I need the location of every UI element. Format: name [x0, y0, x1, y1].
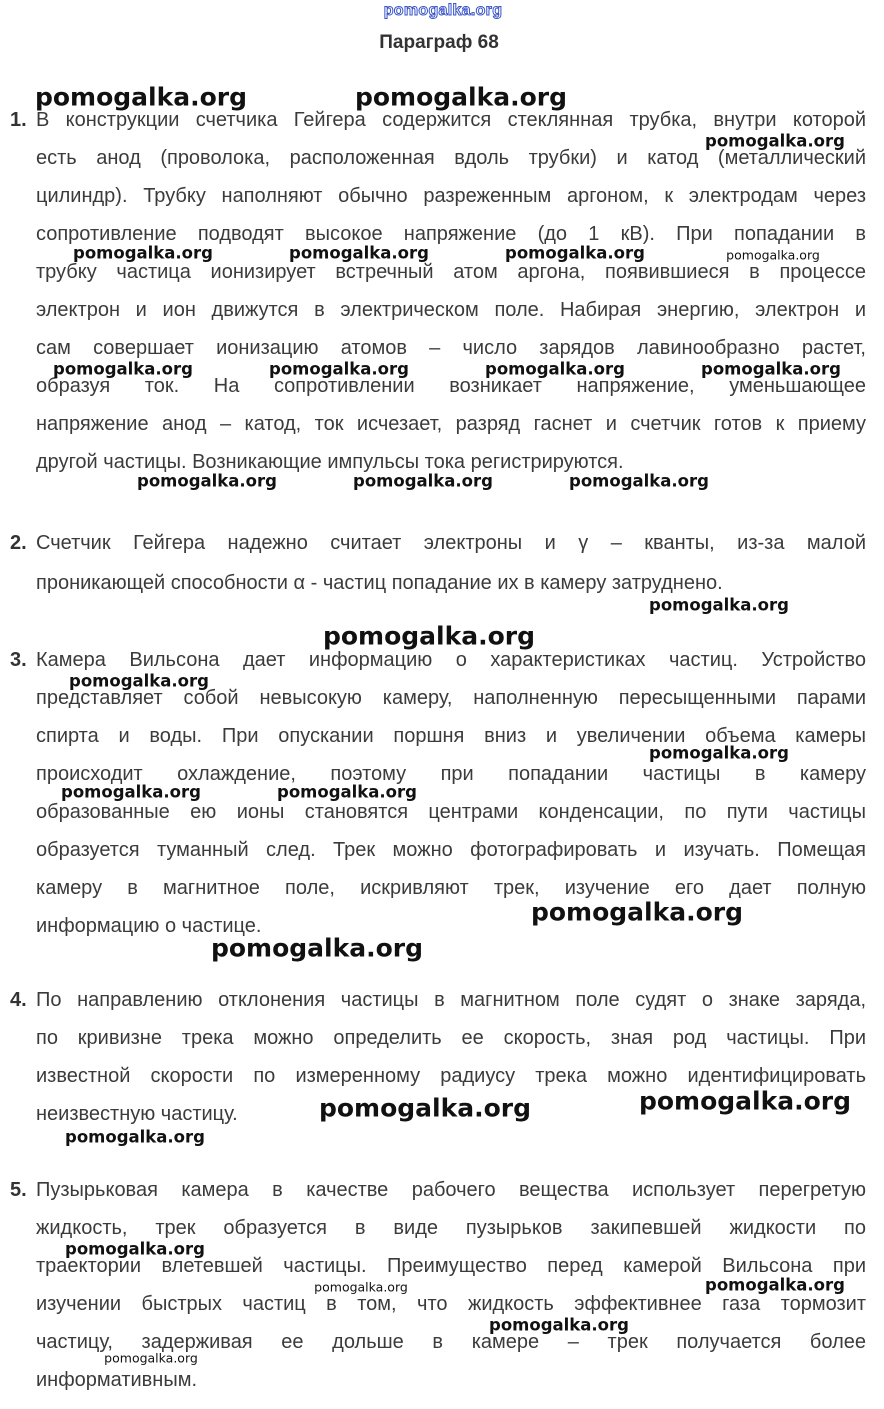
watermark: pomogalka.org [210, 933, 424, 963]
watermark: pomogalka.org [322, 621, 536, 651]
watermark: pomogalka.org [277, 782, 417, 802]
paragraph-number: 5. [10, 1179, 27, 1201]
watermark: pomogalka.org [65, 1127, 205, 1147]
text-line: другой частицы. Возникающие импульсы тока регистрируются. [36, 451, 624, 473]
watermark: pomogalka.org [353, 471, 493, 491]
watermark: pomogalka.org [61, 782, 201, 802]
watermark: pomogalka.org [705, 1275, 845, 1295]
watermark: pomogalka.org [53, 359, 193, 379]
watermark: pomogalka.org [289, 243, 429, 263]
watermark: pomogalka.org [649, 743, 789, 763]
text-line: В конструкции счетчика Гейгера содержится стеклянная трубка, внутри которой [36, 109, 866, 131]
watermark: pomogalka.org [137, 471, 277, 491]
paragraph-number: 1. [10, 109, 27, 131]
text-line: представляет собой невысокую камеру, наполненную пересыщенными парами [36, 687, 866, 709]
watermark: pomogalka.org [530, 897, 744, 927]
watermark: pomogalka.org [569, 471, 709, 491]
text-line: информацию о частице. [36, 915, 262, 937]
watermark: pomogalka.org [701, 359, 841, 379]
text-line: информативным. [36, 1369, 198, 1391]
watermark: pomogalka.org [485, 359, 625, 379]
text-line: образуя ток. На сопротивлении возникает напряжение, уменьшающее [36, 375, 866, 397]
text-line: проникающей способности α - частиц попадание их в камеру затруднено. [36, 572, 723, 594]
watermark: pomogalka.org [354, 82, 568, 112]
text-line: частицу, задерживая ее дольше в камере – трек получается более [36, 1331, 866, 1353]
text-line: камеру в магнитное поле, искривляют трек, изучение его дает полную [36, 877, 866, 899]
text-line: спирта и воды. При опускании поршня вниз и увеличении объема камеры [36, 725, 866, 747]
watermark: pomogalka.org [269, 359, 409, 379]
watermark: pomogalka.org [726, 247, 820, 263]
paragraph-number: 2. [10, 532, 27, 554]
text-line: траектории влетевшей частицы. Преимущество перед камерой Вильсона при [36, 1255, 866, 1277]
text-line: образованные ею ионы становятся центрами конденсации, по пути частицы [36, 801, 866, 823]
text-line: неизвестную частицу. [36, 1103, 238, 1125]
text-line: Камера Вильсона дает информацию о характеристиках частиц. Устройство [36, 649, 866, 671]
text-line: происходит охлаждение, поэтому при попадании частицы в камеру [36, 763, 866, 785]
watermark: pomogalka.org [638, 1086, 852, 1116]
watermark: pomogalka.org [34, 82, 248, 112]
text-line: сам совершает ионизацию атомов – число зарядов лавинообразно растет, [36, 337, 866, 359]
text-line: Пузырьковая камера в качестве рабочего вещества использует перегретую [36, 1179, 866, 1201]
watermark: pomogalka.org [73, 243, 213, 263]
top-watermark: pomogalka.org [383, 2, 503, 19]
text-line: известной скорости по измеренному радиусу трека можно идентифицировать [36, 1065, 866, 1087]
text-line: напряжение анод – катод, ток исчезает, разряд гаснет и счетчик готов к приему [36, 413, 866, 435]
text-line: образуется туманный след. Трек можно фотографировать и изучать. Помещая [36, 839, 866, 861]
watermark: pomogalka.org [69, 671, 209, 691]
text-line: По направлению отклонения частицы в магнитном поле судят о знаке заряда, [36, 989, 866, 1011]
paragraph-number: 3. [10, 649, 27, 671]
text-line: есть анод (проволока, расположенная вдоль трубки) и катод (металлический [36, 147, 866, 169]
watermark: pomogalka.org [65, 1239, 205, 1259]
text-line: сопротивление подводят высокое напряжение (до 1 кВ). При попадании в [36, 223, 866, 245]
page-title: Параграф 68 [379, 32, 499, 53]
watermark: pomogalka.org [489, 1315, 629, 1335]
watermark: pomogalka.org [705, 131, 845, 151]
text-line: цилиндр). Трубку наполняют обычно разреженным аргоном, к электродам через [36, 185, 866, 207]
watermark: pomogalka.org [649, 595, 789, 615]
watermark: pomogalka.org [318, 1093, 532, 1123]
watermark: pomogalka.org [314, 1279, 408, 1295]
text-line: трубку частица ионизирует встречный атом аргона, появившиеся в процессе [36, 261, 866, 283]
text-line: жидкость, трек образуется в виде пузырьков закипевшей жидкости по [36, 1217, 866, 1239]
watermark: pomogalka.org [505, 243, 645, 263]
text-line: Счетчик Гейгера надежно считает электроны и γ – кванты, из-за малой [36, 532, 866, 554]
text-line: по кривизне трека можно определить ее скорость, зная род частицы. При [36, 1027, 866, 1049]
watermark: pomogalka.org [104, 1350, 198, 1366]
paragraph-number: 4. [10, 989, 27, 1011]
text-line: изучении быстрых частиц в том, что жидкость эффективнее газа тормозит [36, 1293, 866, 1315]
text-line: электрон и ион движутся в электрическом поле. Набирая энергию, электрон и [36, 299, 866, 321]
